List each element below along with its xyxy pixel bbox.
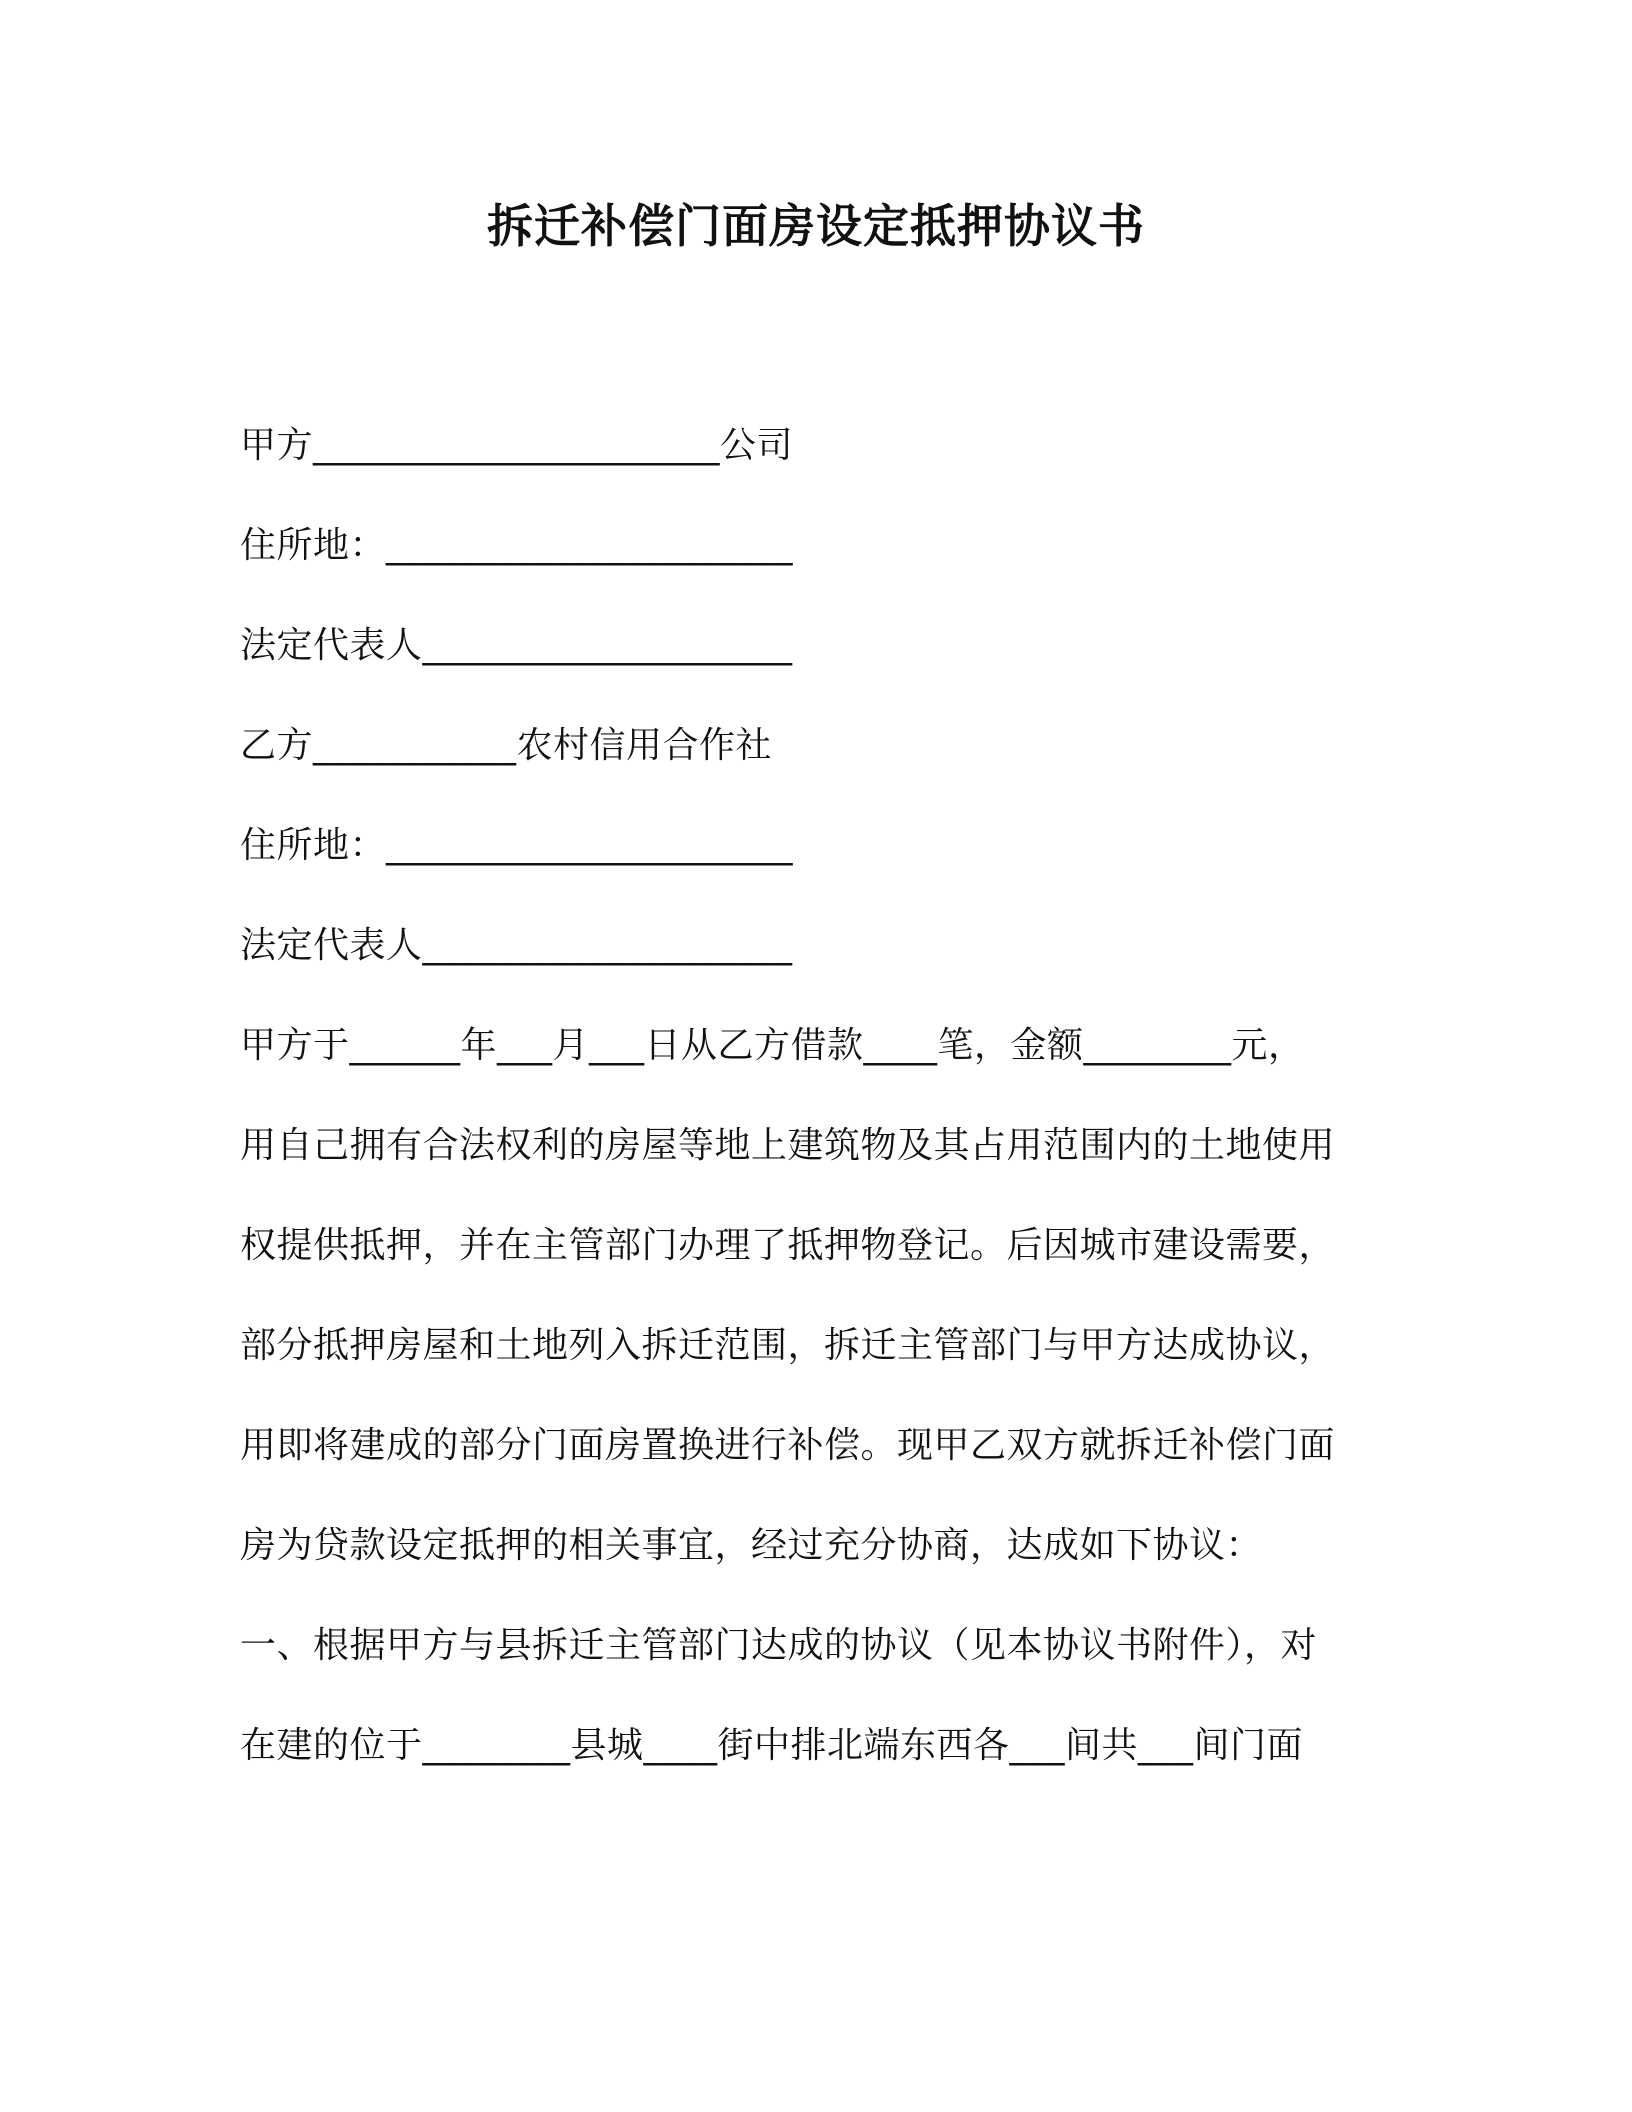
body-text-line: 用即将建成的部分门面房置换进行补偿。现甲乙双方就拆迁补偿门面	[240, 1425, 1336, 1466]
body-text-line: 甲方于______年___月___日从乙方借款____笔，金额________元，	[240, 1025, 1305, 1066]
party-b-address-line: 住所地：______________________	[240, 825, 794, 866]
body-text-line: 用自己拥有合法权利的房屋等地上建筑物及其占用范围内的土地使用	[240, 1125, 1336, 1166]
party-a-legal-rep-line: 法定代表人____________________	[240, 625, 793, 666]
document-title: 拆迁补偿门面房设定抵押协议书	[487, 199, 1145, 253]
party-b-name-line: 乙方___________农村信用合作社	[240, 725, 773, 766]
body-text-line: 房为贷款设定抵押的相关事宜，经过充分协商，达成如下协议：	[240, 1525, 1263, 1566]
body-text-line: 部分抵押房屋和土地列入拆迁范围，拆迁主管部门与甲方达成协议，	[240, 1325, 1336, 1366]
party-a-address-line: 住所地：______________________	[240, 525, 794, 566]
body-text-line: 权提供抵押，并在主管部门办理了抵押物登记。后因城市建设需要，	[240, 1225, 1336, 1266]
clause-one-line: 在建的位于________县城____街中排北端东西各___间共___间门面	[240, 1725, 1304, 1766]
party-b-legal-rep-line: 法定代表人____________________	[240, 925, 793, 966]
clause-one-line: 一、根据甲方与县拆迁主管部门达成的协议（见本协议书附件），对	[240, 1625, 1318, 1666]
party-a-name-line: 甲方______________________公司	[240, 425, 794, 466]
